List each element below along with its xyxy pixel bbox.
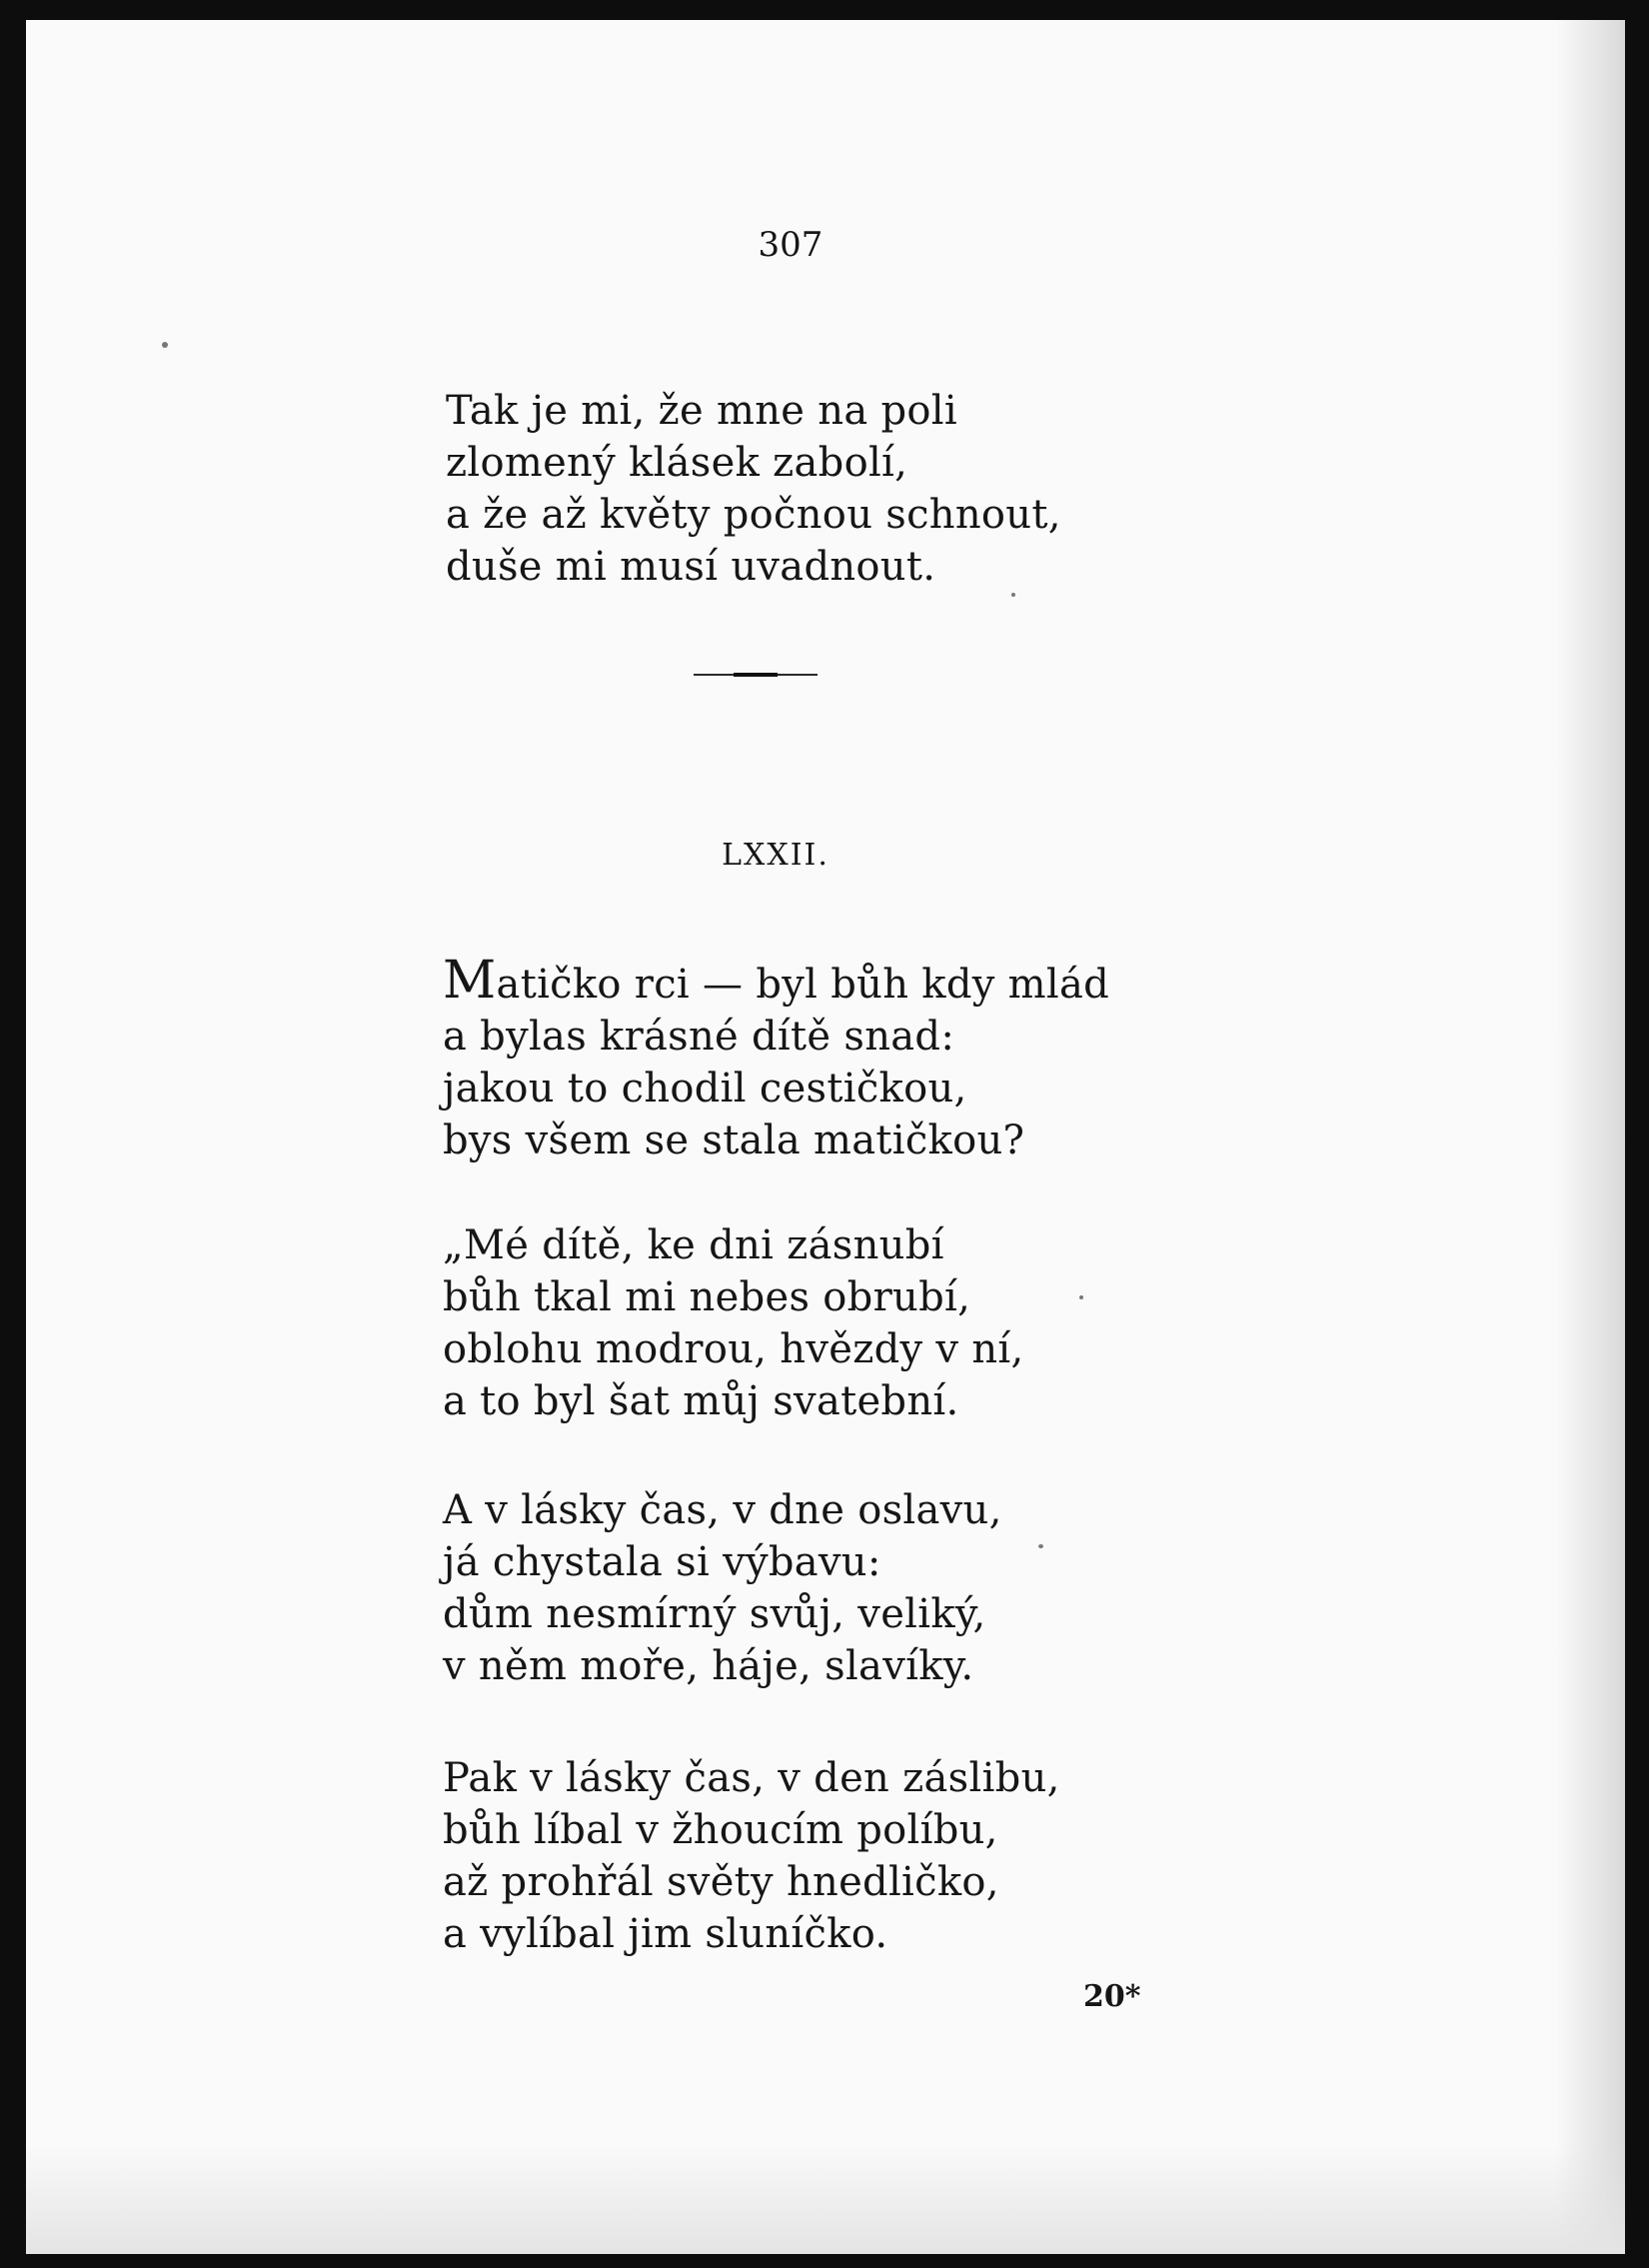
stanza-4 <box>443 1752 1060 1960</box>
poem-line: a že až květy počnou schnout, <box>446 492 1061 538</box>
poem-line: duše mi musí uvadnout. <box>446 544 936 590</box>
stanza-continued <box>446 385 1061 593</box>
section-separator <box>694 674 818 676</box>
poem-line: „Mé dítě, ke dni zásnubí <box>443 1222 944 1268</box>
poem-line: Tak je mi, že mne na poli <box>446 388 957 434</box>
page-edge-shadow <box>1555 20 1625 2254</box>
poem-line: Pak v lásky čas, v den záslibu, <box>443 1755 1060 1801</box>
poem-line-first: Matičko rci — byl bůh kdy mlád <box>443 951 1110 1011</box>
poem-line: a bylas krásné dítě snad: <box>443 1014 955 1060</box>
page-number: 307 <box>758 225 824 265</box>
poem-line: a to byl šat můj svatební. <box>443 1378 959 1424</box>
poem-line: až prohřál světy hnedličko, <box>443 1859 999 1905</box>
poem-line: v něm moře, háje, slavíky. <box>443 1643 974 1689</box>
poem-line: a vylíbal jim sluníčko. <box>443 1911 888 1957</box>
poem-line: bys všem se stala matičkou? <box>443 1118 1025 1163</box>
section-heading: LXXII. <box>722 838 829 873</box>
poem-line: bůh tkal mi nebes obrubí, <box>443 1274 971 1320</box>
book-page <box>26 20 1625 2254</box>
poem-line: jakou to chodil cestičkou, <box>443 1066 967 1112</box>
poem-line: A v lásky čas, v dne oslavu, <box>443 1487 1002 1533</box>
signature-mark: 20* <box>1083 1979 1141 2014</box>
paper-speck <box>1011 593 1015 597</box>
stanza-3 <box>443 1484 1002 1692</box>
poem-line: bůh líbal v žhoucím políbu, <box>443 1807 998 1853</box>
paper-speck <box>162 342 168 348</box>
page-bottom-shadow <box>26 2144 1625 2254</box>
stanza-2 <box>443 1219 1024 1427</box>
paper-speck <box>1079 1295 1083 1299</box>
paper-speck <box>1038 1544 1043 1548</box>
poem-line: zlomený klásek zabolí, <box>446 440 908 486</box>
stanza-1 <box>443 951 1110 1166</box>
drop-cap: M <box>443 951 497 1011</box>
poem-line: já chystala si výbavu: <box>443 1539 881 1585</box>
poem-line: oblohu modrou, hvězdy v ní, <box>443 1326 1024 1372</box>
poem-line: dům nesmírný svůj, veliký, <box>443 1591 986 1637</box>
